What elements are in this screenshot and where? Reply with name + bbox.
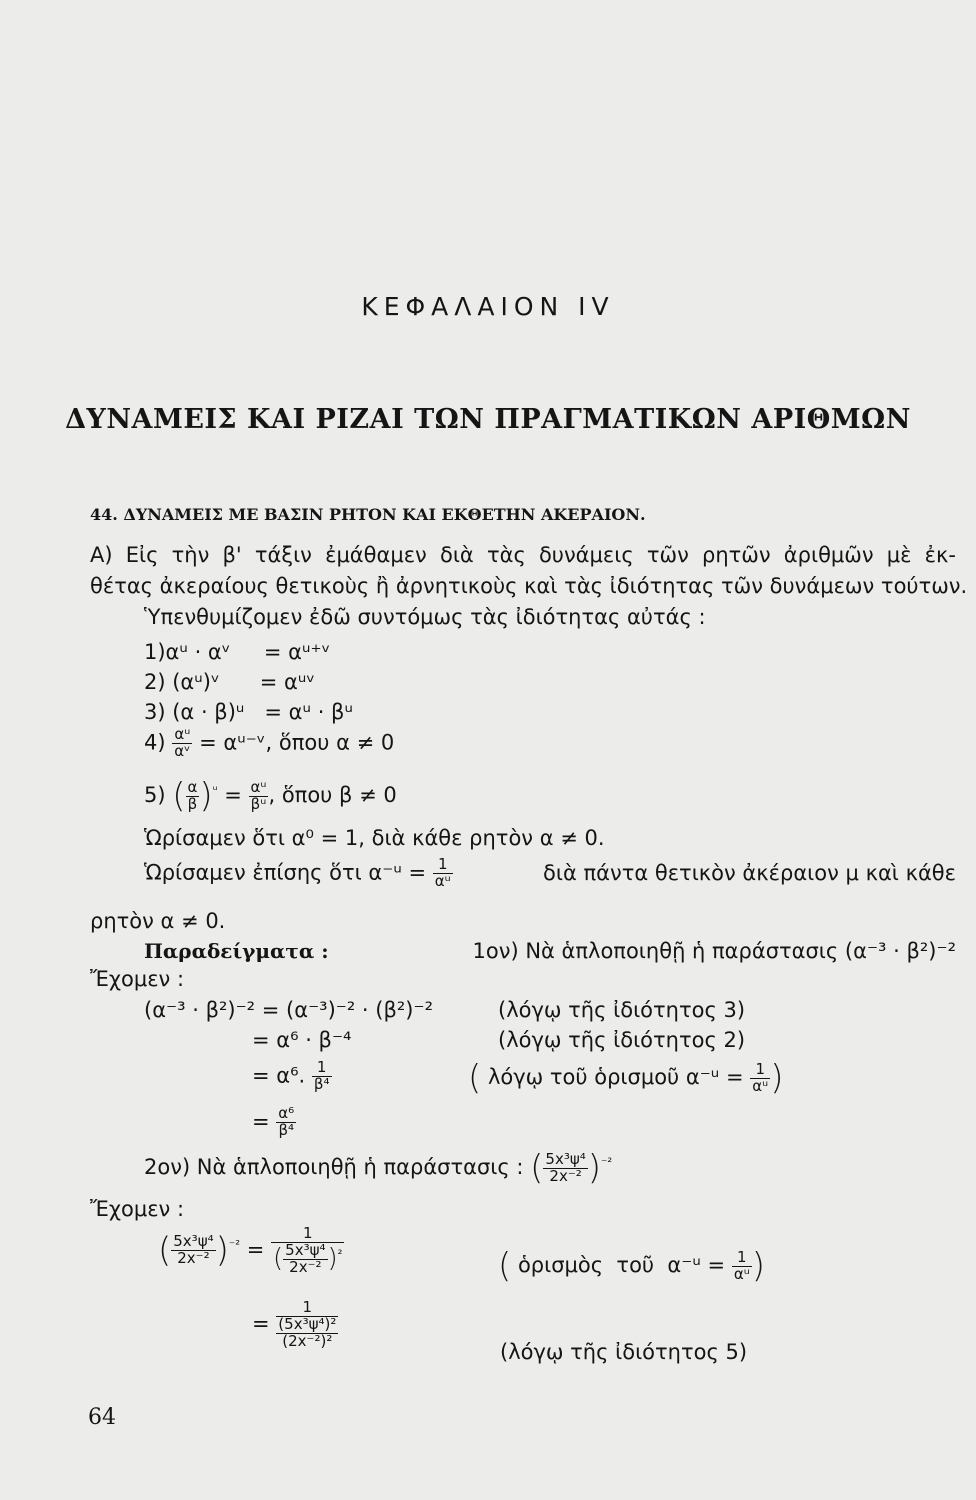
property-3: 3) (α · β)ᵘ = αᵘ · βᵘ: [144, 700, 353, 724]
intro-line-2: θέτας ἀκεραίους θετικοὺς ἢ ἀρνητικοὺς καὶ τὰς ἰδιότητας τῶν δυνάμεων τούτων.: [90, 574, 968, 598]
chapter-heading: ΚΕΦΑΛΑΙΟΝ IV: [361, 292, 615, 321]
property-5-fraction-left: $\frac{\alpha}{\beta}$: [187, 777, 198, 813]
example-2-reason-2: (λόγῳ τῆς ἰδιότητος 5): [500, 1340, 748, 1364]
have-label-1: Ἔχομεν :: [90, 967, 185, 991]
example-1-step-2: = α⁶ · β⁻⁴: [252, 1028, 352, 1052]
example-2-step-1-fraction: 1 ( $\frac{\text{5x³ψ⁴}}{\text{2x⁻²}}$ )$^{^2}$: [273, 1224, 343, 1276]
have-label-2: Ἔχομεν :: [90, 1197, 185, 1221]
intro-line-1: Α) Εἰς τὴν β' τάξιν ἐμάθαμεν διὰ τὰς δυνάμεις τῶν ρητῶν ἀριθμῶν μὲ ἐκ-: [90, 543, 956, 567]
example-2-step-2: = 1 (5x³ψ⁴)² (2x⁻²)²: [252, 1298, 337, 1350]
definition-2: Ὡρίσαμεν ἐπίσης ὅτι α⁻ᵘ = $\frac{1}{\text{αᵘ}}$ διὰ πάντα θετικὸν ἀκέραιον μ καὶ κάθε: [144, 855, 956, 890]
definition-2-continued: ρητὸν α ≠ 0.: [90, 909, 226, 933]
property-1: 1)αᵘ · αᵛ = αᵘ⁺ᵛ: [144, 640, 331, 664]
example-1-heading: Παραδείγματα : 1ον) Νὰ ἁπλοποιηθῇ ἡ παράστασις (α⁻³ · β²)⁻²: [144, 939, 956, 963]
example-1-step-1: (α⁻³ · β²)⁻² = (α⁻³)⁻² · (β²)⁻²: [144, 998, 433, 1022]
property-4: 4) $\frac{\text{αᵘ}}{\text{αᵛ}}$ = αᵘ⁻ᵛ, ὅπου α ≠ 0: [144, 725, 395, 760]
example-2-heading: 2ον) Νὰ ἁπλοποιηθῇ ἡ παράστασις : ( $\frac{\text{5x³ψ⁴}}{\text{2x⁻²}}$ )$^{^{-2}}$: [144, 1148, 613, 1188]
example-2-step-1: ( $\frac{\text{5x³ψ⁴}}{\text{2x⁻²}}$ )$^{^{-2}}$ = 1 ( $\frac{\text{5x³ψ⁴}}{\text{2x⁻²}}$ )$^{^2}$: [158, 1224, 343, 1276]
intro-line-3: Ὑπενθυμίζομεν ἐδῶ συντόμως τὰς ἰδιότητας αὐτάς :: [144, 605, 706, 629]
property-2: 2) (αᵘ)ᵛ = αᵘᵛ: [144, 670, 316, 694]
page-number: 64: [88, 1405, 116, 1430]
example-1-step-4: = $\frac{\text{α⁶}}{\text{β⁴}}$: [252, 1104, 295, 1139]
example-1-reason-2: (λόγῳ τῆς ἰδιότητος 2): [498, 1028, 746, 1052]
example-1-reason-3: ( λόγῳ τοῦ ὁρισμοῦ α⁻ᵘ = $\frac{1}{\text{αᵘ}}$ ): [468, 1058, 784, 1098]
chapter-title: ΔΥΝΑΜΕΙΣ ΚΑΙ ΡΙΖΑΙ ΤΩΝ ΠΡΑΓΜΑΤΙΚΩΝ ΑΡΙΘΜΩΝ: [65, 404, 911, 435]
property-5: 5) ( $\frac{\alpha}{\beta}$ )$^ᵘ$ = $\frac{\text{αᵘ}}{\text{βᵘ}}$ , ὅπου β ≠ 0: [144, 776, 397, 816]
example-1-step-3: = α⁶. $\frac{1}{\text{β⁴}}$: [252, 1058, 330, 1093]
definition-1: Ὡρίσαμεν ὅτι α⁰ = 1, διὰ κάθε ρητὸν α ≠ 0.: [144, 826, 605, 850]
definition-2-fraction: $\frac{1}{\text{αᵘ}}$: [434, 855, 451, 890]
property-4-fraction: $\frac{\text{αᵘ}}{\text{αᵛ}}$: [174, 725, 191, 760]
property-5-fraction-right: $\frac{\text{αᵘ}}{\text{βᵘ}}$: [250, 777, 267, 813]
example-1-reason-1: (λόγῳ τῆς ἰδιότητος 3): [498, 998, 746, 1022]
example-2-reason-1: ( ὁρισμὸς τοῦ α⁻ᵘ = $\frac{1}{\text{αᵘ}}$ ): [498, 1246, 766, 1286]
section-heading: 44. ΔΥΝΑΜΕΙΣ ΜΕ ΒΑΣΙΝ ΡΗΤΟΝ ΚΑΙ ΕΚΘΕΤΗΝ ΑΚΕΡΑΙΟΝ.: [90, 505, 646, 524]
